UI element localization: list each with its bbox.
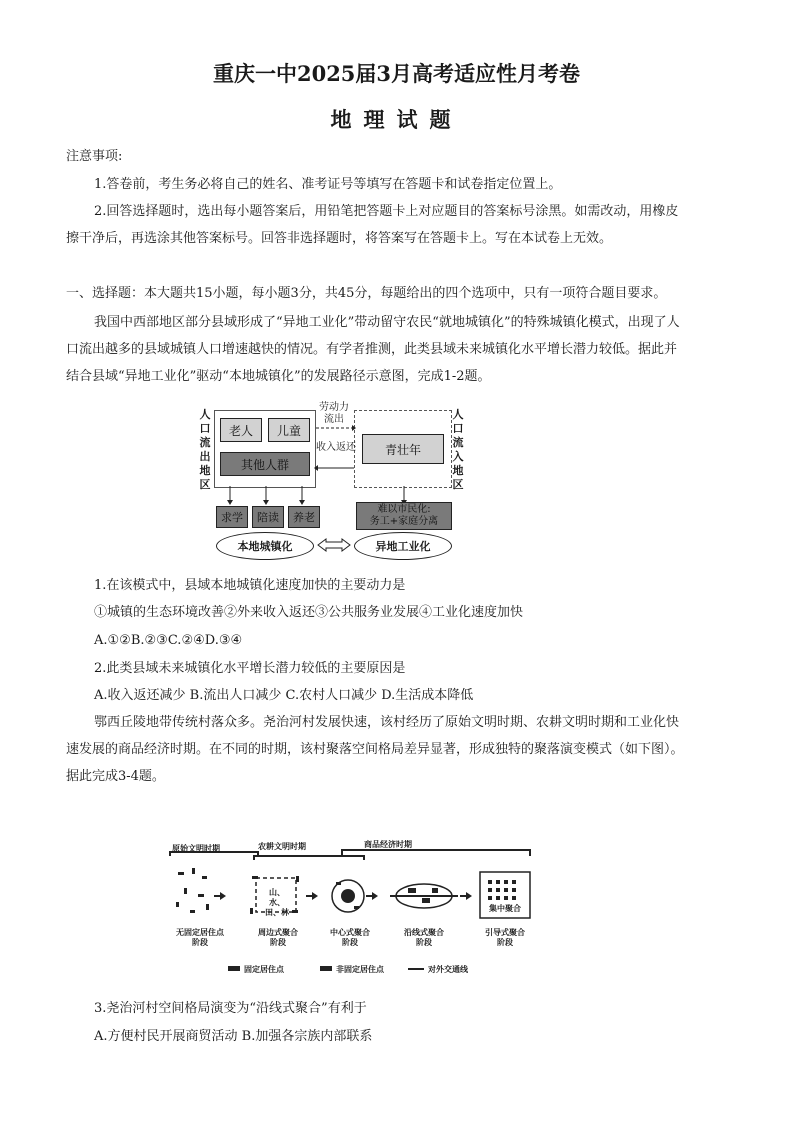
local-urbanization-ellipse: 本地城镇化 — [216, 532, 314, 560]
other-people-box: 其他人群 — [220, 452, 310, 476]
q3-options: A.方便村民开展商贸活动 B.加强各宗族内部联系 — [94, 1029, 373, 1044]
stage5-suffix: 阶段 — [497, 938, 513, 947]
elderly-care-box: 养老 — [288, 506, 320, 528]
stage1-name: 无固定居住点 — [176, 928, 224, 937]
passage1-line2: 口流出越多的县域城镇人口增速越快的情况。有学者推测，此类县域未来城镇化水平增长潜力较低。据此并 — [66, 342, 678, 357]
flow-arrows — [314, 424, 356, 484]
centralized-label: 集中聚合 — [489, 904, 521, 913]
stage5-label — [474, 928, 536, 948]
legend-transport: 对外交通线 — [428, 965, 468, 974]
passage1-line3: 结合县域“异地工业化”驱动“本地城镇化”的发展路径示意图，完成1-2题。 — [66, 369, 491, 384]
income-return-label: 收入返还 — [316, 442, 356, 453]
passage2-line1: 鄂西丘陵地带传统村落众多。尧治河村发展快速，该村经历了原始文明时期、农耕文明时期和工业化快 — [94, 715, 680, 730]
stage5-name: 引导式聚合 — [485, 928, 525, 937]
q1-options: A.①②B.②③C.②④D.③④ — [94, 633, 243, 648]
q1-items: ①城镇的生态环境改善②外来收入返还③公共服务业发展④工业化速度加快 — [94, 605, 524, 620]
hardship-line-1: 难以市民化: — [377, 504, 431, 515]
legend-fixed: 固定居住点 — [244, 965, 284, 974]
notice-item-2-cont: 擦干净后，再选涂其他答案标号。回答非选择题时，将答案写在答题卡上。写在本试卷上无效。 — [66, 231, 613, 246]
passage2-line3: 据此完成3-4题。 — [66, 769, 165, 784]
period-primitive: 原始文明时期 — [172, 844, 220, 853]
double-arrow — [316, 537, 352, 553]
study-box: 求学 — [216, 506, 248, 528]
hardship-line-2: 务工+家庭分离 — [369, 516, 439, 527]
notice-item-2: 2.回答选择题时，选出每小题答案后，用铅笔把答题卡上对应题目的答案标号涂黑。如需改动，用橡皮 — [94, 204, 679, 219]
hardship-box — [356, 502, 452, 530]
q2-stem: 2.此类县域未来城镇化水平增长潜力较低的主要原因是 — [94, 661, 406, 676]
passage1-line1: 我国中西部地区部分县域形成了“异地工业化”带动留守农民“就地城镇化”的特殊城镇化模式，出现了人 — [94, 315, 680, 330]
accompany-study-box: 陪读 — [252, 506, 284, 528]
exam-subtitle: 地理试题 — [330, 107, 463, 132]
stage1-label — [168, 928, 232, 948]
stage4-name: 沿线式聚合 — [404, 928, 444, 937]
q1-stem: 1.在该模式中，县域本地城镇化速度加快的主要动力是 — [94, 578, 406, 593]
period-farming: 农耕文明时期 — [258, 842, 306, 851]
notice-item-1: 1.答卷前，考生务必将自己的姓名、准考证号等填写在答题卡和试卷指定位置上。 — [94, 177, 562, 192]
legend-nonfixed: 非固定居住点 — [336, 965, 384, 974]
stage3-label — [320, 928, 380, 948]
notice-heading: 注意事项: — [66, 149, 123, 164]
period-commodity: 商品经济时期 — [364, 840, 412, 849]
elderly-box: 老人 — [220, 418, 262, 442]
section-heading: 一、选择题：本大题共15小题，每小题3分，共45分，每题给出的四个选项中，只有一项符合题目要求。 — [66, 286, 667, 301]
stage4-label — [394, 928, 454, 948]
stage1-suffix: 阶段 — [192, 938, 208, 947]
urbanization-diagram — [196, 404, 476, 564]
stage2-name: 周边式聚合 — [258, 928, 298, 937]
inflow-region-label: 人口流入地区 — [452, 408, 464, 491]
stage3-suffix: 阶段 — [342, 938, 358, 947]
stage3-name: 中心式聚合 — [330, 928, 370, 937]
remote-industrialization-ellipse: 异地工业化 — [354, 532, 452, 560]
outflow-region-label: 人口流出地区 — [199, 408, 211, 491]
exam-title: 重庆一中2025届3月高考适应性月考卷 — [212, 61, 581, 86]
stage2-label — [248, 928, 308, 948]
passage2-line2: 速发展的商品经济时期。在不同的时期，该村聚落空间格局差异显著，形成独特的聚落演变模式（如下图）。 — [66, 742, 684, 757]
labor-outflow-label: 劳动力流出 — [319, 402, 349, 425]
stage4-suffix: 阶段 — [416, 938, 432, 947]
children-box: 儿童 — [268, 418, 310, 442]
stage2-suffix: 阶段 — [270, 938, 286, 947]
hill-water-label: 山、水、田、林 — [265, 888, 289, 917]
settlement-evolution-diagram — [168, 838, 548, 980]
youth-box: 青壮年 — [362, 434, 444, 464]
q3-stem: 3.尧治河村空间格局演变为“沿线式聚合”有利于 — [94, 1001, 367, 1016]
q2-options: A.收入返还减少 B.流出人口减少 C.农村人口减少 D.生活成本降低 — [94, 688, 474, 703]
